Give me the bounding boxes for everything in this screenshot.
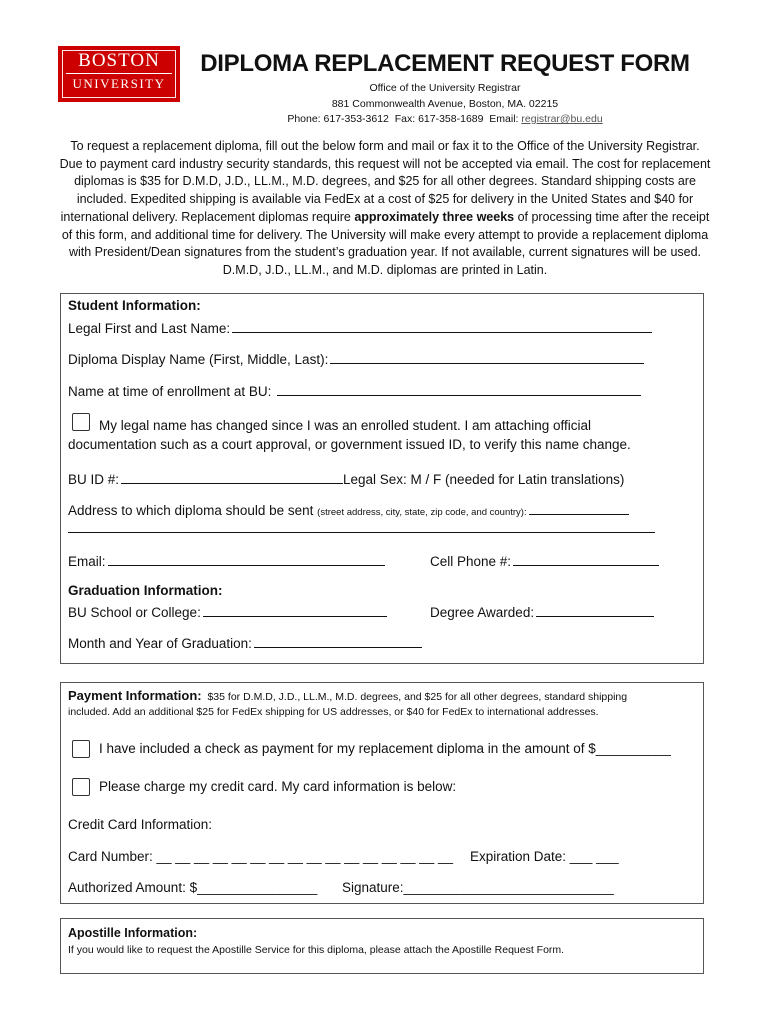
email-field[interactable] [108, 551, 385, 566]
card-number-field[interactable]: Card Number: __ __ __ __ __ __ __ __ __ __ __ __ __ __ __ __ [68, 849, 454, 864]
legal-name-field[interactable] [232, 318, 652, 333]
form-title: DIPLOMA REPLACEMENT REQUEST FORM [200, 50, 690, 77]
intro-text-2: of processing time after the receipt of this form, and additional time for delivery. The University will make every attempt to provide a replacement diploma with President/Dean signatures from the student’s graduation year. If not available, current signatures will be used. D.M.D, J.D., LL.M., and M.D. diplomas are printed in Latin. [61, 209, 710, 277]
logo-divider [66, 73, 172, 74]
logo-line1: BOSTON [78, 50, 160, 71]
intro-paragraph [58, 138, 712, 280]
check-payment-checkbox[interactable] [72, 740, 90, 758]
check-payment-label: I have included a check as payment for my replacement diploma in the amount of $__________ [99, 741, 671, 756]
email-label: Email: [68, 554, 106, 569]
address-label: Address to which diploma should be sent [68, 503, 318, 518]
credit-card-label: Please charge my credit card. My card information is below: [99, 779, 457, 794]
cell-label: Cell Phone #: [430, 554, 512, 569]
office-address: 881 Commonwealth Avenue, Boston, MA. 02215 [331, 98, 559, 110]
office-name: Office of the University Registrar [369, 82, 521, 94]
degree-row [430, 602, 654, 620]
payment-desc1: $35 for D.M.D, J.D., LL.M., M.D. degrees, and $25 for all other degrees, standard shipping [201, 691, 628, 703]
intro-bold: approximately three weeks [354, 209, 515, 224]
card-info-label: Credit Card Information: [68, 817, 213, 832]
legal-name-label: Legal First and Last Name: [68, 321, 231, 336]
display-name-row [68, 349, 644, 367]
month-year-field[interactable] [254, 633, 422, 648]
registrar-email-link[interactable]: registrar@bu.edu [521, 113, 603, 125]
contact-text: Phone: 617-353-3612 Fax: 617-358-1689 Email: [287, 113, 522, 125]
credit-card-checkbox[interactable] [72, 778, 90, 796]
signature-field[interactable]: Signature:____________________________ [342, 880, 614, 895]
cell-row [430, 551, 659, 569]
name-change-line2: documentation such as a court approval, or government issued ID, to verify this name change. [68, 437, 631, 452]
expiration-field[interactable]: Expiration Date: ___ ___ [470, 849, 619, 864]
display-name-field[interactable] [330, 349, 644, 364]
email-row [68, 551, 385, 569]
apostille-text: If you would like to request the Apostille Service for this diploma, please attach the Apostille Request Form. [68, 944, 565, 956]
apostille-heading: Apostille Information: [68, 926, 198, 940]
address-note: (street address, city, state, zip code, and country): [317, 507, 527, 518]
payment-line1 [68, 688, 627, 703]
degree-label: Degree Awarded: [430, 605, 535, 620]
office-contact [195, 113, 695, 125]
student-heading: Student Information: [68, 298, 201, 313]
payment-desc2: included. Add an additional $25 for FedEx shipping for US addresses, or $40 for FedEx to international addresses. [68, 706, 599, 718]
display-name-label: Diploma Display Name (First, Middle, Last): [68, 352, 329, 367]
month-year-row [68, 633, 422, 651]
month-year-label: Month and Year of Graduation: [68, 636, 252, 651]
name-change-line1: My legal name has changed since I was an enrolled student. I am attaching official [99, 418, 592, 433]
school-row [68, 602, 387, 620]
name-change-checkbox[interactable] [72, 413, 90, 431]
payment-heading: Payment Information: [68, 688, 202, 703]
legal-sex-label: Legal Sex: M / F (needed for Latin translations) [343, 472, 625, 487]
graduation-heading: Graduation Information: [68, 583, 223, 598]
bu-id-field[interactable] [121, 469, 343, 484]
address-line2-row [68, 518, 655, 536]
enrollment-name-field[interactable] [277, 381, 641, 396]
legal-name-row [68, 318, 652, 336]
cell-field[interactable] [513, 551, 659, 566]
logo-line2: UNIVERSITY [72, 76, 166, 91]
address-field-2[interactable] [68, 518, 655, 533]
authorized-amount-field[interactable]: Authorized Amount: $________________ [68, 880, 318, 895]
bu-id-row [68, 469, 624, 487]
boston-university-logo [58, 46, 180, 102]
school-field[interactable] [203, 602, 387, 617]
intro-text-1: To request a replacement diploma, fill out the below form and mail or fax it to the Office of the University Registrar. Due to payment card industry security standards, this request will not be accepted via email. The cost for replacement diplomas is $35 for D.M.D, J.D., LL.M., M.D. degrees, and $25 for all other degrees. Standard shipping costs are included. Expedited shipping is available via FedEx at a cost of $25 for delivery in the United States and $40 for international delivery. Replacement diplomas require [59, 139, 711, 224]
address-field-1[interactable] [529, 500, 629, 515]
degree-field[interactable] [536, 602, 654, 617]
school-label: BU School or College: [68, 605, 201, 620]
enrollment-name-label: Name at time of enrollment at BU: [68, 384, 276, 399]
address-row [68, 500, 629, 518]
bu-id-label: BU ID #: [68, 472, 120, 487]
enrollment-name-row [68, 381, 641, 399]
